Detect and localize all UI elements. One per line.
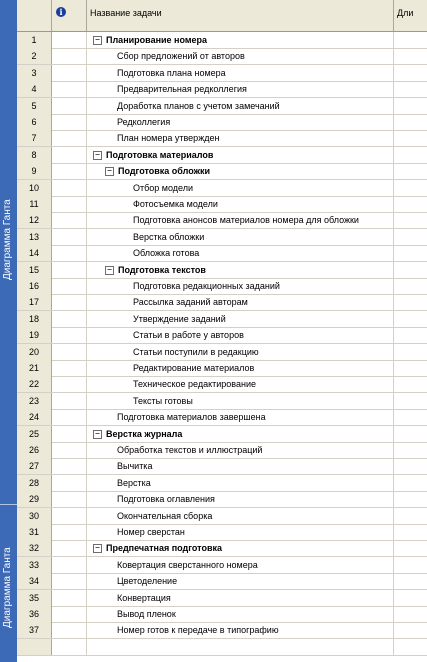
row-number[interactable]: 23 <box>17 393 52 409</box>
row-number[interactable]: 16 <box>17 278 52 294</box>
duration-cell[interactable] <box>394 278 427 294</box>
row-indicator-cell[interactable] <box>52 573 87 589</box>
task-name-cell[interactable] <box>87 573 394 589</box>
table-row[interactable] <box>17 147 427 164</box>
table-row[interactable] <box>17 344 427 361</box>
task-name-cell[interactable] <box>87 376 394 392</box>
task-name-cell[interactable] <box>87 409 394 425</box>
task-label: Статьи в работе у авторов <box>133 330 244 341</box>
task-label: Статьи поступили в редакцию <box>133 346 259 357</box>
row-indicator-cell[interactable] <box>52 442 87 458</box>
task-name-cell[interactable] <box>87 360 394 376</box>
row-number[interactable]: 14 <box>17 245 52 261</box>
row-indicator-cell[interactable] <box>52 393 87 409</box>
task-name-cell[interactable] <box>87 163 394 179</box>
task-label: План номера утвержден <box>117 133 220 144</box>
task-name-cell[interactable] <box>87 639 394 655</box>
task-name-cell[interactable] <box>87 212 394 228</box>
table-row[interactable] <box>17 81 427 98</box>
duration-cell[interactable] <box>394 212 427 228</box>
row-indicator-cell[interactable] <box>52 294 87 310</box>
row-number[interactable]: 3 <box>17 65 52 81</box>
table-row[interactable] <box>17 98 427 115</box>
duration-cell[interactable] <box>394 327 427 343</box>
row-number[interactable]: 6 <box>17 114 52 130</box>
task-name-cell[interactable] <box>87 442 394 458</box>
header-duration-label: Дли <box>397 8 414 18</box>
duration-cell[interactable] <box>394 393 427 409</box>
duration-cell[interactable] <box>394 508 427 524</box>
row-indicator-cell[interactable] <box>52 409 87 425</box>
task-label: Фотосъемка модели <box>133 199 218 209</box>
task-table <box>17 0 427 662</box>
task-label: Утверждение заданий <box>133 313 226 324</box>
row-number[interactable]: 13 <box>17 229 52 245</box>
row-indicator-cell[interactable] <box>52 147 87 163</box>
task-label: Конвертация <box>117 592 171 603</box>
task-label: Номер готов к передаче в типографию <box>117 625 279 636</box>
row-number[interactable]: 9 <box>17 163 52 179</box>
task-name-cell[interactable] <box>87 48 394 64</box>
table-row[interactable] <box>17 48 427 65</box>
table-row[interactable] <box>17 491 427 508</box>
task-name-cell[interactable] <box>87 229 394 245</box>
empty-row[interactable] <box>17 639 427 656</box>
row-indicator-cell[interactable] <box>52 458 87 474</box>
gantt-view-bar[interactable] <box>0 0 17 662</box>
row-number[interactable]: 22 <box>17 376 52 392</box>
table-row[interactable] <box>17 245 427 262</box>
header-duration[interactable] <box>394 0 427 31</box>
duration-cell[interactable] <box>394 590 427 606</box>
row-indicator-cell[interactable] <box>52 262 87 278</box>
task-name-cell[interactable] <box>87 130 394 146</box>
task-name-cell[interactable] <box>87 622 394 638</box>
row-number[interactable]: 35 <box>17 590 52 606</box>
task-label: Сбор предложений от авторов <box>117 51 245 62</box>
task-label: Номер сверстан <box>117 527 185 537</box>
row-indicator-cell[interactable] <box>52 606 87 622</box>
row-number[interactable]: 21 <box>17 360 52 376</box>
task-name-cell[interactable] <box>87 114 394 130</box>
summary-task-label: Верстка журнала <box>106 428 183 439</box>
duration-cell[interactable] <box>394 557 427 573</box>
view-bar-label-top[interactable]: Диаграмма Ганта <box>2 199 13 281</box>
task-name-cell[interactable] <box>87 196 394 212</box>
summary-task-label: Подготовка обложки <box>118 166 211 177</box>
duration-cell[interactable] <box>394 130 427 146</box>
table-row[interactable] <box>17 311 427 328</box>
task-name-cell[interactable] <box>87 475 394 491</box>
row-number[interactable]: 2 <box>17 48 52 64</box>
collapse-toggle-icon[interactable]: − <box>93 430 102 439</box>
table-row[interactable] <box>17 606 427 623</box>
row-indicator-cell[interactable] <box>52 376 87 392</box>
view-bar-label-bottom[interactable]: Диаграмма Ганта <box>2 547 13 628</box>
task-name-cell[interactable] <box>87 81 394 97</box>
duration-cell[interactable] <box>394 409 427 425</box>
task-label: Техническое редактирование <box>133 379 256 390</box>
duration-cell[interactable] <box>394 458 427 474</box>
task-name-cell[interactable] <box>87 540 394 556</box>
row-number[interactable]: 15 <box>17 262 52 278</box>
row-indicator-cell[interactable] <box>52 622 87 638</box>
duration-cell[interactable] <box>394 376 427 392</box>
duration-cell[interactable] <box>394 147 427 163</box>
task-name-cell[interactable] <box>87 344 394 360</box>
task-label: Предварительная редколлегия <box>117 84 247 95</box>
duration-cell[interactable] <box>394 311 427 327</box>
row-indicator-cell[interactable] <box>52 245 87 261</box>
row-indicator-cell[interactable] <box>52 491 87 507</box>
row-number[interactable]: 17 <box>17 294 52 310</box>
duration-cell[interactable] <box>394 229 427 245</box>
duration-cell[interactable] <box>394 475 427 491</box>
summary-task-label: Планирование номера <box>106 35 208 45</box>
table-row[interactable] <box>17 376 427 393</box>
row-number[interactable] <box>17 639 52 655</box>
task-label: Цветоделение <box>117 576 178 587</box>
row-indicator-cell[interactable] <box>52 508 87 524</box>
row-number[interactable]: 32 <box>17 540 52 556</box>
task-name-cell[interactable] <box>87 245 394 261</box>
task-name-cell[interactable] <box>87 65 394 81</box>
row-number[interactable]: 29 <box>17 491 52 507</box>
row-indicator-cell[interactable] <box>52 180 87 196</box>
row-number[interactable]: 10 <box>17 180 52 196</box>
summary-task-label: Предпечатная подготовка <box>106 543 222 554</box>
row-indicator-cell[interactable] <box>52 48 87 64</box>
row-indicator-cell[interactable] <box>52 98 87 114</box>
task-name-cell[interactable] <box>87 262 394 278</box>
row-number[interactable]: 18 <box>17 311 52 327</box>
duration-cell[interactable] <box>394 360 427 376</box>
row-indicator-cell[interactable] <box>52 360 87 376</box>
row-number[interactable]: 11 <box>17 196 52 212</box>
task-label: Отбор модели <box>133 182 194 193</box>
table-row[interactable] <box>17 557 427 574</box>
header-indicators[interactable] <box>52 0 87 31</box>
table-row[interactable] <box>17 229 427 246</box>
task-label: Подготовка оглавления <box>117 494 215 505</box>
duration-cell[interactable] <box>394 245 427 261</box>
row-number[interactable]: 37 <box>17 622 52 638</box>
duration-cell[interactable] <box>394 48 427 64</box>
duration-cell[interactable] <box>394 540 427 556</box>
collapse-toggle-icon[interactable]: − <box>93 151 102 160</box>
task-name-cell[interactable] <box>87 180 394 196</box>
row-indicator-cell[interactable] <box>52 81 87 97</box>
row-indicator-cell[interactable] <box>52 540 87 556</box>
table-row[interactable] <box>17 622 427 639</box>
table-row[interactable] <box>17 393 427 410</box>
row-indicator-cell[interactable] <box>52 163 87 179</box>
duration-cell[interactable] <box>394 114 427 130</box>
task-label: Подготовка редакционных заданий <box>133 281 280 291</box>
task-name-cell[interactable] <box>87 557 394 573</box>
view-bar-divider <box>0 504 17 505</box>
row-indicator-cell[interactable] <box>52 311 87 327</box>
task-name-cell[interactable] <box>87 524 394 540</box>
row-indicator-cell[interactable] <box>52 327 87 343</box>
row-number[interactable]: 28 <box>17 475 52 491</box>
table-row[interactable] <box>17 212 427 229</box>
task-label: Подготовка материалов завершена <box>117 412 266 423</box>
row-number[interactable]: 36 <box>17 606 52 622</box>
row-indicator-cell[interactable] <box>52 639 87 655</box>
task-name-cell[interactable] <box>87 606 394 622</box>
row-indicator-cell[interactable] <box>52 278 87 294</box>
row-number[interactable]: 24 <box>17 409 52 425</box>
duration-cell[interactable] <box>394 344 427 360</box>
row-indicator-cell[interactable] <box>52 212 87 228</box>
duration-cell[interactable] <box>394 573 427 589</box>
row-number[interactable]: 33 <box>17 557 52 573</box>
task-label: Подготовка плана номера <box>117 67 226 78</box>
task-name-cell[interactable] <box>87 590 394 606</box>
row-number[interactable]: 1 <box>17 32 52 48</box>
collapse-toggle-icon[interactable]: − <box>105 167 114 176</box>
row-indicator-cell[interactable] <box>52 196 87 212</box>
task-name-cell[interactable] <box>87 426 394 442</box>
row-number[interactable]: 4 <box>17 81 52 97</box>
task-name-cell[interactable] <box>87 491 394 507</box>
row-indicator-cell[interactable] <box>52 344 87 360</box>
collapse-toggle-icon[interactable]: − <box>105 266 114 275</box>
table-row[interactable] <box>17 590 427 607</box>
task-label: Редколлегия <box>117 117 171 127</box>
task-name-cell[interactable] <box>87 278 394 294</box>
table-row[interactable] <box>17 294 427 311</box>
task-label: Обработка текстов и иллюстраций <box>117 445 263 455</box>
table-row[interactable] <box>17 65 427 82</box>
table-row[interactable] <box>17 196 427 213</box>
row-indicator-cell[interactable] <box>52 557 87 573</box>
task-label: Доработка планов с учетом замечаний <box>117 100 280 111</box>
task-name-cell[interactable] <box>87 294 394 310</box>
duration-cell[interactable] <box>394 98 427 114</box>
table-row[interactable] <box>17 426 427 443</box>
collapse-toggle-icon[interactable]: − <box>93 544 102 553</box>
row-number[interactable]: 7 <box>17 130 52 146</box>
row-number[interactable]: 19 <box>17 327 52 343</box>
task-name-cell[interactable] <box>87 147 394 163</box>
row-indicator-cell[interactable] <box>52 475 87 491</box>
table-row[interactable] <box>17 114 427 131</box>
duration-cell[interactable] <box>394 163 427 179</box>
table-row[interactable] <box>17 508 427 525</box>
task-label: Ковертация сверстанного номера <box>117 559 258 570</box>
duration-cell[interactable] <box>394 180 427 196</box>
table-row[interactable] <box>17 524 427 541</box>
duration-cell[interactable] <box>394 196 427 212</box>
table-row[interactable] <box>17 360 427 377</box>
task-name-cell[interactable] <box>87 32 394 48</box>
summary-task-label: Подготовка материалов <box>106 149 214 160</box>
table-row[interactable] <box>17 442 427 459</box>
header-select-all[interactable] <box>17 0 52 31</box>
table-row[interactable] <box>17 32 427 49</box>
row-indicator-cell[interactable] <box>52 524 87 540</box>
duration-cell[interactable] <box>394 606 427 622</box>
duration-cell[interactable] <box>394 426 427 442</box>
task-name-cell[interactable] <box>87 327 394 343</box>
row-number[interactable]: 20 <box>17 344 52 360</box>
row-number[interactable]: 25 <box>17 426 52 442</box>
table-row[interactable] <box>17 130 427 147</box>
duration-cell[interactable] <box>394 622 427 638</box>
task-label: Верстка <box>117 477 151 488</box>
collapse-toggle-icon[interactable]: − <box>93 36 102 45</box>
row-indicator-cell[interactable] <box>52 114 87 130</box>
row-number[interactable]: 30 <box>17 508 52 524</box>
duration-cell[interactable] <box>394 65 427 81</box>
row-number[interactable]: 27 <box>17 458 52 474</box>
task-label: Вычитка <box>117 461 153 472</box>
row-indicator-cell[interactable] <box>52 32 87 48</box>
table-row[interactable] <box>17 163 427 180</box>
task-label: Верстка обложки <box>133 231 205 242</box>
task-name-cell[interactable] <box>87 98 394 114</box>
table-row[interactable] <box>17 573 427 590</box>
task-name-cell[interactable] <box>87 311 394 327</box>
info-icon: i <box>56 7 66 17</box>
table-row[interactable] <box>17 458 427 475</box>
duration-cell[interactable] <box>394 294 427 310</box>
table-row[interactable] <box>17 278 427 295</box>
row-number[interactable]: 12 <box>17 212 52 228</box>
table-row[interactable] <box>17 180 427 197</box>
task-label: Редактирование материалов <box>133 363 255 373</box>
row-indicator-cell[interactable] <box>52 130 87 146</box>
task-label: Окончательная сборка <box>117 510 213 521</box>
task-name-cell[interactable] <box>87 458 394 474</box>
duration-cell[interactable] <box>394 524 427 540</box>
table-row[interactable] <box>17 262 427 279</box>
table-row[interactable] <box>17 409 427 426</box>
row-number[interactable]: 26 <box>17 442 52 458</box>
task-label: Обложка готова <box>133 248 200 259</box>
duration-cell[interactable] <box>394 32 427 48</box>
row-number[interactable]: 34 <box>17 573 52 589</box>
table-header <box>17 0 427 32</box>
duration-cell[interactable] <box>394 491 427 507</box>
duration-cell[interactable] <box>394 262 427 278</box>
task-name-cell[interactable] <box>87 508 394 524</box>
row-indicator-cell[interactable] <box>52 590 87 606</box>
task-label: Тексты готовы <box>133 395 193 406</box>
task-label: Подготовка анонсов материалов номера для обложки <box>133 215 359 226</box>
row-indicator-cell[interactable] <box>52 229 87 245</box>
duration-cell[interactable] <box>394 81 427 97</box>
task-label: Рассылка заданий авторам <box>133 297 248 308</box>
task-label: Вывод пленок <box>117 609 176 619</box>
summary-task-label: Подготовка текстов <box>118 264 206 275</box>
header-task-name-label: Название задачи <box>90 8 162 18</box>
table-row[interactable] <box>17 327 427 344</box>
row-indicator-cell[interactable] <box>52 426 87 442</box>
table-row[interactable] <box>17 475 427 492</box>
row-indicator-cell[interactable] <box>52 65 87 81</box>
row-number[interactable]: 31 <box>17 524 52 540</box>
row-number[interactable]: 5 <box>17 98 52 114</box>
header-task-name[interactable] <box>87 0 394 31</box>
duration-cell[interactable] <box>394 442 427 458</box>
table-row[interactable] <box>17 540 427 557</box>
row-number[interactable]: 8 <box>17 147 52 163</box>
task-name-cell[interactable] <box>87 393 394 409</box>
